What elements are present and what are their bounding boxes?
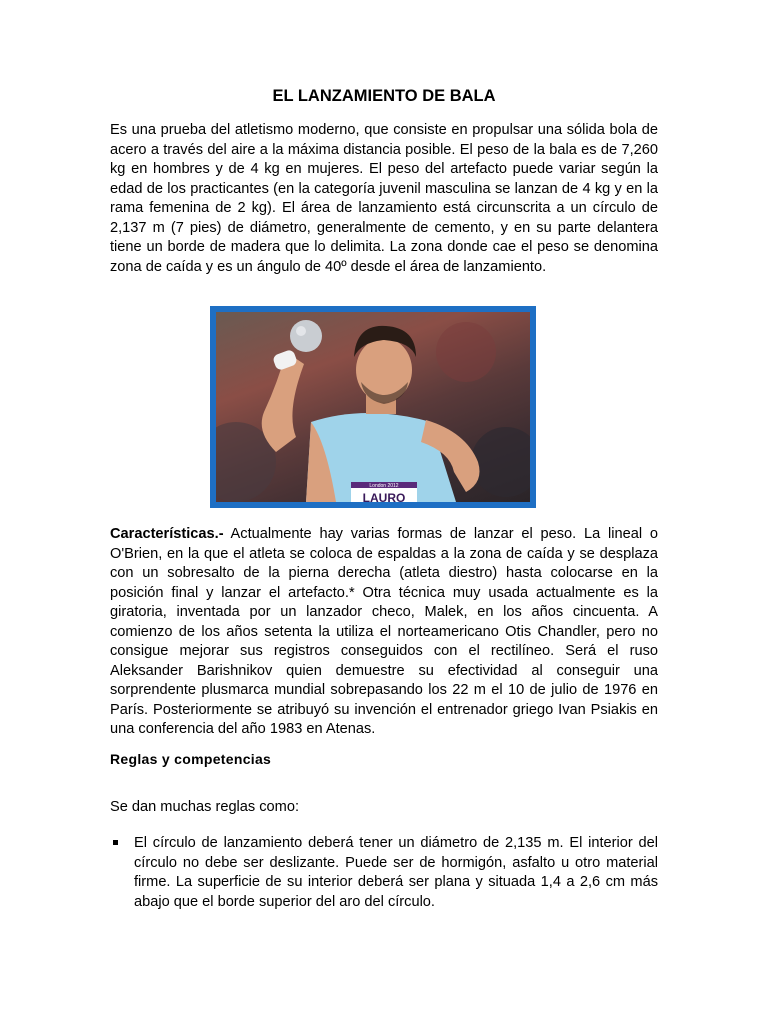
bib-event-label: London 2012 [369, 483, 399, 489]
athlete-illustration [216, 312, 530, 502]
shot-ball-icon [290, 320, 322, 352]
characteristics-text: Actualmente hay varias formas de lanzar el peso. La lineal o O'Brien, en la que el atleta se coloca de espaldas a la zona de caída y se desplaza con un sobresalto de la pierna derecha (atleta diestro) hasta colocarse en la posición final y lanzar el artefacto.* Otra técnica muy usada actualmente es la giratoria, inventada por un lanzador checo, Malek, en los años cincuenta. A comienzo de los años setenta la utiliza el norteamericano Otis Chandler, pero no consigue mejorar sus registros conseguidos con el rectilíneo. Será el ruso Aleksander Barishnikov quien demuestre su efectividad al conseguir una sorprendente plusmarca mundial sobrepasando los 22 m el 10 de julio de 1976 en París. Posteriormente se atribuyó su invención el entrenador griego Ivan Psiakis en una conferencia del año 1983 en Atenas. [110, 526, 658, 737]
bib-athlete-name: LAURO [362, 491, 406, 502]
page-title: EL LANZAMIENTO DE BALA [272, 87, 496, 105]
bullet-square-icon [113, 840, 118, 845]
shot-put-athlete-photo [216, 312, 530, 502]
rules-heading: Reglas y competencias [110, 751, 272, 767]
characteristics-label: Características.- [110, 526, 224, 542]
rules-list [110, 834, 658, 912]
list-item [110, 834, 658, 912]
rule-text: El círculo de lanzamiento deberá tener un diámetro de 2,135 m. El interior del círculo no debe ser deslizante. Puede ser de hormigón, asfalto u otro material firme. La superficie de su interior deberá ser plana y situada 1,4 a 2,6 cm más abajo que el borde superior del aro del círculo. [134, 835, 658, 910]
athlete-photo-frame [210, 306, 536, 508]
rules-intro: Se dan muchas reglas como: [110, 799, 300, 815]
characteristics-paragraph [110, 525, 658, 740]
intro-paragraph: Es una prueba del atletismo moderno, que consiste en propulsar una sólida bola de acero a través del aire a la máxima distancia posible. El peso de la bala es de 7,260 kg en hombres y de 4 kg en mujeres. El peso del artefacto puede variar según la edad de los practicantes (en la categoría juvenil masculina se lanzan de 4 kg y en la rama femenina de 2 kg). El área de lanzamiento está circunscrita a un círculo de 2,137 m (7 pies) de diámetro, generalmente de cemento, y en su parte delantera tiene un borde de madera que lo delimita. La zona donde cae el peso se denomina zona de caída y es un ángulo de 40º desde el área de lanzamiento. [110, 122, 658, 275]
